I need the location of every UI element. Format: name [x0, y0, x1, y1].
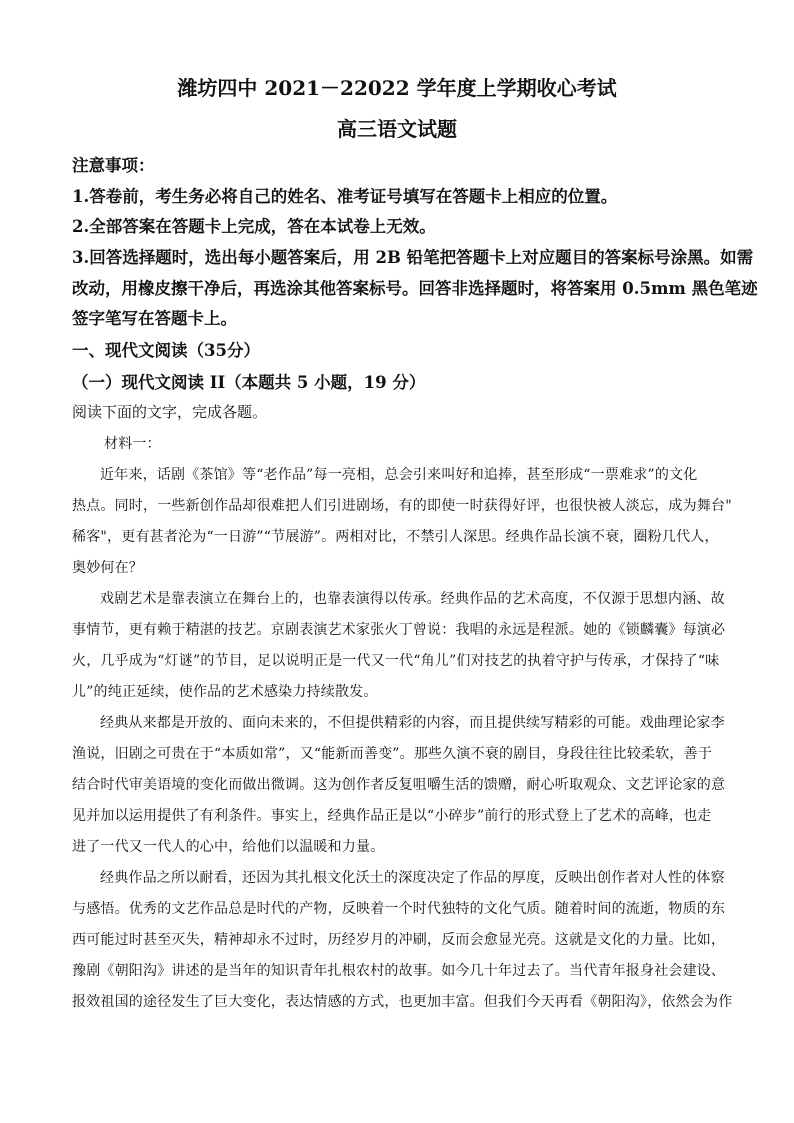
paragraph-4-line-3: 西可能过时甚至灭失，精神却永不过时，历经岁月的冲刷，反而会愈显光亮。这就是文化的力量。比如，: [72, 932, 726, 948]
paragraph-3-line-4: 见并加以运用提供了有利条件。事实上，经典作品正是以“小碎步”前行的形式登上了艺术的高峰，也走: [72, 808, 712, 824]
exam-subtitle: 高三语文试题: [337, 117, 457, 141]
paragraph-2-line-3: 火，几乎成为“灯谜”的节目，足以说明正是一代又一代“角儿”们对技艺的执着守护与传承，才保持了“味: [72, 653, 720, 669]
note-item-2: 2.全部答案在答题卡上完成，答在本试卷上无效。: [72, 217, 436, 236]
paragraph-2-line-4: 儿”的纯正延续，使作品的艺术感染力持续散发。: [72, 684, 378, 700]
section-subtitle: （一）现代文阅读 II（本题共 5 小题，19 分）: [72, 373, 426, 392]
material-label: 材料一：: [104, 436, 161, 452]
paragraph-4-line-1: 经典作品之所以耐看，还因为其扎根文化沃土的深度决定了作品的厚度，反映出创作者对人性的体察: [100, 870, 725, 886]
paragraph-3-line-3: 结合时代审美语境的变化而做出微调。这为创作者反复咀嚼生活的馈赠，耐心听取观众、文艺评论家的意: [72, 777, 726, 793]
paragraph-1-line-4: 奥妙何在？: [72, 560, 143, 576]
paragraph-1-line-1: 近年来，话剧《茶馆》等“老作品”每一亮相，总会引来叫好和追捧，甚至形成“一票难求”的文化: [100, 467, 698, 483]
section-title: 一、现代文阅读（35分）: [72, 341, 260, 360]
notes-heading: 注意事项：: [72, 156, 155, 175]
paragraph-4-line-2: 与感悟。优秀的文艺作品总是时代的产物，反映着一个时代独特的文化气质。随着时间的流逝，物质的东: [72, 901, 726, 917]
paragraph-3-line-1: 经典从来都是开放的、面向未来的，不但提供精彩的内容，而且提供续写精彩的可能。戏曲理论家李: [100, 715, 725, 731]
exam-title: 潍坊四中 2021－22022 学年度上学期收心考试: [177, 76, 617, 100]
paragraph-1-line-3: 稀客"，更有甚者沦为“一日游”“节展游”。两相对比，不禁引人深思。经典作品长演不衰，圈粉几代人，: [72, 529, 719, 545]
paragraph-4-line-5: 报效祖国的途径发生了巨大变化，表达情感的方式，也更加丰富。但我们今天再看《朝阳沟》，依然会为作: [72, 994, 733, 1010]
paragraph-2-line-2: 事情节，更有赖于精湛的技艺。京剧表演艺术家张火丁曾说：我唱的永远是程派。她的《锁麟囊》每演必: [72, 622, 726, 638]
note-item-3-line-2: 改动，用橡皮擦干净后，再选涂其他答案标号。回答非选择题时，将答案用 0.5mm 黑色笔迹: [72, 279, 758, 298]
paragraph-3-line-5: 进了一代又一代人的心中，给他们以温暖和力量。: [72, 839, 385, 855]
paragraph-1-line-2: 热点。同时，一些新创作品却很难把人们引进剧场，有的即使一时获得好评，也很快被人淡忘，成为舞台": [72, 498, 732, 514]
paragraph-3-line-2: 渔说，旧剧之可贵在于“本质如常”，又“能新而善变”。那些久演不衰的剧目，身段往往比较柔软，善于: [72, 746, 713, 762]
reading-instruction: 阅读下面的文字，完成各题。: [72, 403, 268, 421]
note-item-3-line-1: 3.回答选择题时，选出每小题答案后，用 2B 铅笔把答题卡上对应题目的答案标号涂黑。如需: [72, 248, 754, 267]
note-item-3-line-3: 签字笔写在答题卡上。: [72, 309, 237, 328]
note-item-1: 1.答卷前，考生务必将自己的姓名、准考证号填写在答题卡上相应的位置。: [72, 187, 618, 206]
paragraph-2-line-1: 戏剧艺术是靠表演立在舞台上的，也靠表演得以传承。经典作品的艺术高度，不仅源于思想内涵、故: [100, 591, 725, 607]
paragraph-4-line-4: 豫剧《朝阳沟》讲述的是当年的知识青年扎根农村的故事。如今几十年过去了。当代青年报身社会建设、: [72, 963, 726, 979]
